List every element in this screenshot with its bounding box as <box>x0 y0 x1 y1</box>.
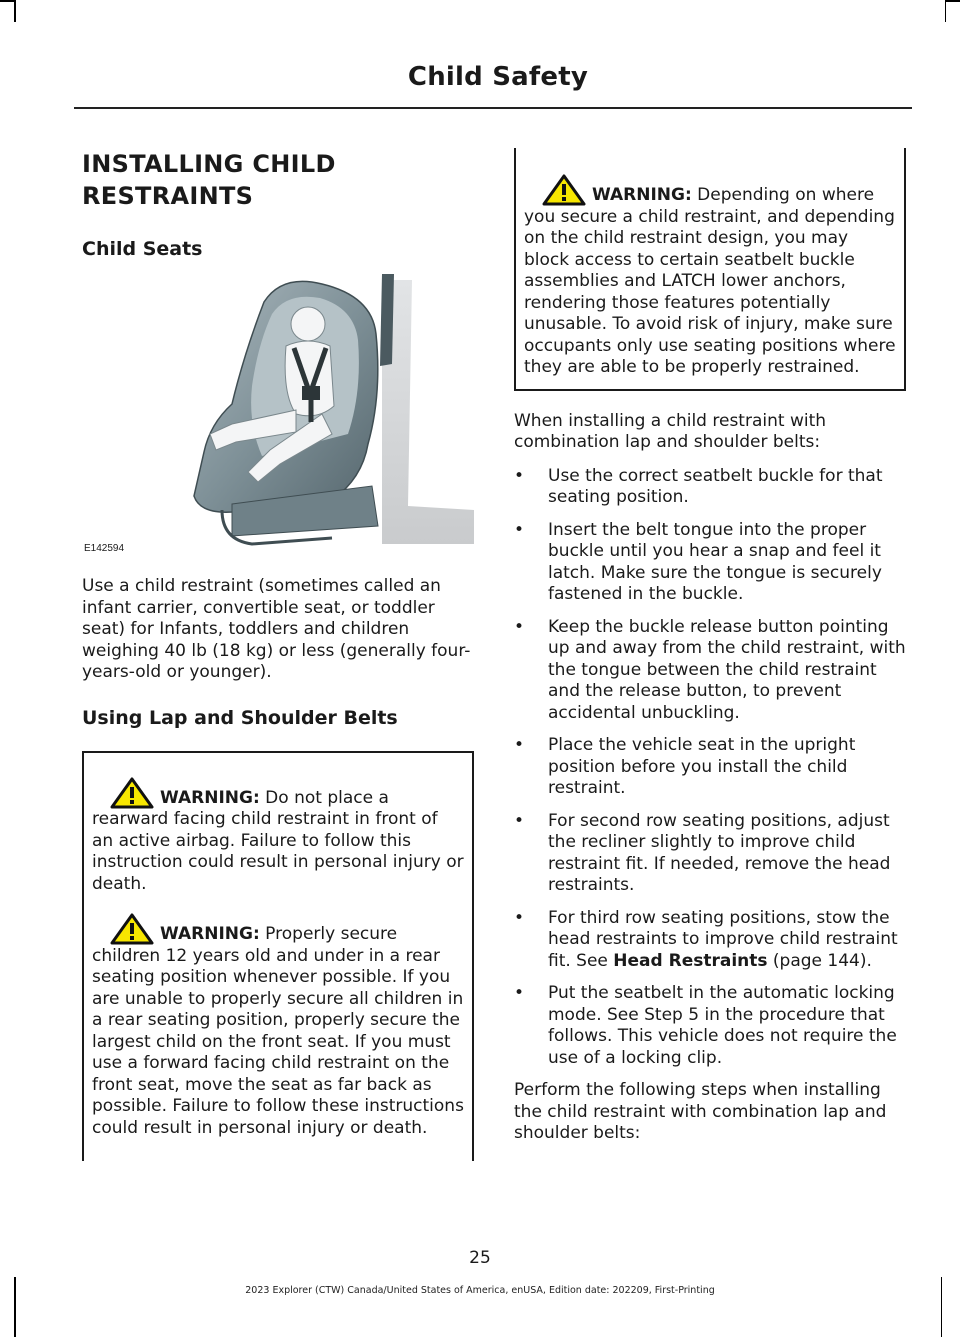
list-item: • Place the vehicle seat in the upright position before you install the child restraint. <box>514 735 906 800</box>
left-column <box>82 148 474 1161</box>
footer-edition-text: 2023 Explorer (CTW) Canada/United States of America, enUSA, Edition date: 202209, First-Printing <box>245 1285 715 1296</box>
list-item: • Put the seatbelt in the automatic locking mode. See Step 5 in the procedure that follows. This vehicle does not require the use of a locking clip. <box>514 983 906 1069</box>
list-item: • Use the correct seatbelt buckle for that seating position. <box>514 466 906 509</box>
child-seat-illustration <box>82 274 474 556</box>
install-steps-list <box>514 466 906 1070</box>
subheading-child-seats: Child Seats <box>82 238 203 260</box>
install-outro: Perform the following steps when installing the child restraint with combination lap and shoulder belts: <box>514 1080 887 1143</box>
warning-label: WARNING: <box>160 924 260 944</box>
warning-paragraph-3 <box>524 174 896 379</box>
list-item: • For second row seating positions, adjust the recliner slightly to improve child restraint fit. If needed, remove the head restraints. <box>514 811 906 897</box>
crop-mark <box>945 0 947 22</box>
warning-text: Properly secure children 12 years old and under in a rear seating position whenever possible. If you are unable to properly secure all children in a rear seating position, properly secure the largest child on the front seat. If you must use a forward facing child restraint on the front seat, move the seat as far back as possible. Failure to follow these instructions could result in personal injury or death. <box>92 924 464 1138</box>
warning-box <box>82 751 474 904</box>
list-item <box>514 908 906 973</box>
warning-triangle-icon <box>542 174 586 206</box>
warning-box-continued <box>82 903 474 1161</box>
warning-paragraph-2 <box>92 913 464 1139</box>
crop-mark <box>14 0 16 22</box>
figure-code: E142594 <box>84 543 125 554</box>
crop-mark <box>0 0 14 2</box>
warning-triangle-icon <box>110 913 154 945</box>
page-reference: (page 144). <box>767 950 872 971</box>
warning-text: Depending on where you secure a child restraint, and depending on the child restraint design, you may block access to certain seatbelt buckle assemblies and LATCH lower anchors, rendering those features potentially unusable. To avoid risk of injury, make sure occupants only use seating positions where they are able to be properly restrained. <box>524 185 896 377</box>
child-seat-image <box>82 274 474 556</box>
subheading-lap-shoulder-belts: Using Lap and Shoulder Belts <box>82 706 398 729</box>
warning-label: WARNING: <box>160 787 260 808</box>
list-item: • Keep the buckle release button pointing up and away from the child restraint, with the tongue between the child restraint and the release button, to prevent accidental unbuckling. <box>514 617 906 725</box>
page-section-title: Child Safety <box>407 62 588 92</box>
head-restraints-link[interactable]: Head Restraints <box>613 950 768 971</box>
right-column <box>514 148 906 1145</box>
warning-paragraph-1 <box>92 777 464 896</box>
section-heading <box>82 148 474 212</box>
crop-mark <box>946 0 960 2</box>
list-item-text: For third row seating positions, stow the head restraints to improve child restraint fit. See <box>548 907 898 971</box>
intro-paragraph: Use a child restraint (sometimes called an infant carrier, convertible seat, or toddler seat) for Infants, toddlers and children weighing 40 lb (18 kg) or less (generally four-years-old or younger). <box>82 576 471 682</box>
warning-triangle-icon <box>110 777 154 809</box>
warning-label: WARNING: <box>592 185 692 205</box>
section-heading-line2: RESTRAINTS <box>82 182 254 210</box>
page-number: 25 <box>469 1248 491 1268</box>
warning-text: Do not place a rearward facing child restraint in front of an active airbag. Failure to follow this instruction could result in personal injury or death. <box>92 787 464 894</box>
section-heading-line1: INSTALLING CHILD <box>82 150 336 178</box>
header-rule <box>74 107 912 109</box>
install-intro: When installing a child restraint with combination lap and shoulder belts: <box>514 410 827 452</box>
warning-box <box>514 148 906 391</box>
list-item: • Insert the belt tongue into the proper buckle until you hear a snap and feel it latch. Make sure the tongue is securely fastened in the buckle. <box>514 520 906 606</box>
